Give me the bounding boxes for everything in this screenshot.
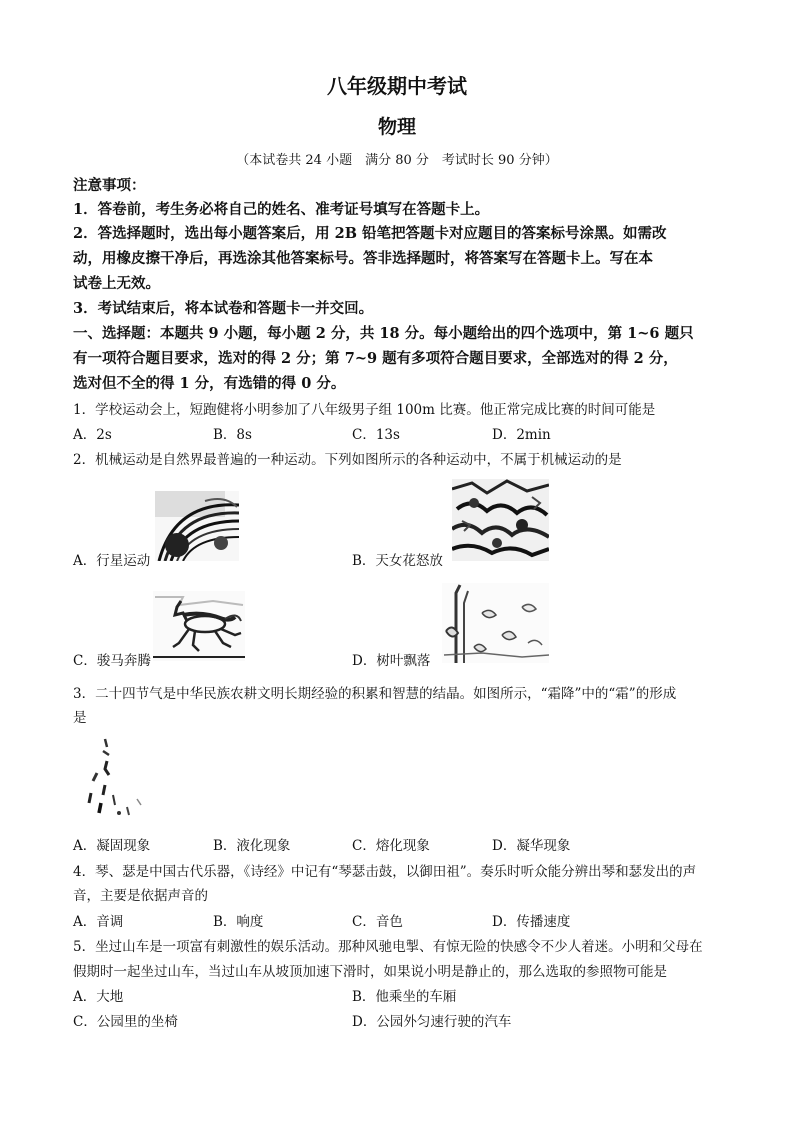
q3-option-b: B．液化现象: [213, 838, 291, 854]
section1-line-1: 一、选择题：本题共 9 小题，每小题 2 分，共 18 分。每小题给出的四个选项中，第 1~6 题只: [73, 325, 694, 342]
q2-option-b: B．天女花怒放: [352, 553, 443, 569]
galloping-horse-picture: [153, 591, 245, 661]
subject-title: 物理: [377, 116, 416, 138]
magnolia-flower-picture: [452, 479, 549, 561]
q1-option-a: A．2s: [73, 427, 112, 443]
q2-option-a: A．行星运动: [73, 553, 151, 569]
q4-stem-line-2: 音，主要是依据声音的: [73, 888, 208, 904]
q5-option-a: A．大地: [73, 989, 124, 1005]
note-2-line-2: 动，用橡皮擦干净后，再选涂其他答案标号。答非选择题时，将答案写在答题卡上。写在本: [73, 250, 653, 267]
frost-picture: [83, 733, 153, 825]
q1-option-d: D．2min: [492, 427, 551, 443]
q3-option-a: A．凝固现象: [73, 838, 151, 854]
q4-option-b: B．响度: [213, 914, 264, 930]
note-3: 3．考试结束后，将本试卷和答题卡一并交回。: [73, 300, 374, 317]
q3-stem-line-2: 是: [73, 710, 87, 726]
q5-option-c: C．公园里的坐椅: [73, 1014, 178, 1030]
q5-stem-line-1: 5．坐过山车是一项富有刺激性的娱乐活动。那种风驰电掣、有惊无险的快感令不少人着迷。小明和父母在: [73, 939, 703, 955]
q4-option-c: C．音色: [352, 914, 403, 930]
q3-stem-line-1: 3．二十四节气是中华民族农耕文明长期经验的积累和智慧的结晶。如图所示，“霜降”中的“霜”的形成: [73, 686, 677, 702]
planet-orbit-picture: [155, 491, 239, 561]
section1-line-2: 有一项符合题目要求，选对的得 2 分；第 7~9 题有多项符合题目要求，全部选对的得 2 分，: [73, 350, 678, 367]
q1-option-c: C．13s: [352, 427, 400, 443]
q3-option-c: C．熔化现象: [352, 838, 430, 854]
note-2-line-1: 2．答选择题时，选出每小题答案后，用 2B 铅笔把答题卡对应题目的答案标号涂黑。如需改: [73, 225, 667, 242]
notes-heading: 注意事项：: [73, 177, 146, 194]
q5-option-d: D．公园外匀速行驶的汽车: [352, 1014, 512, 1030]
q4-option-d: D．传播速度: [492, 914, 571, 930]
falling-leaves-picture: [442, 583, 549, 663]
q5-stem-line-2: 假期时一起坐过山车，当过山车从坡顶加速下滑时，如果说小明是静止的，那么选取的参照物可能是: [73, 964, 667, 980]
exam-title: 八年级期中考试: [327, 74, 467, 98]
section1-line-3: 选对但不全的得 1 分，有选错的得 0 分。: [73, 375, 346, 392]
q4-stem-line-1: 4．琴、瑟是中国古代乐器，《诗经》中记有“琴瑟击鼓，以御田祖”。奏乐时听众能分辨出琴和瑟发出的声: [73, 864, 697, 880]
q2-option-c: C．骏马奔腾: [73, 653, 151, 669]
exam-info: （本试卷共 24 小题 满分 80 分 考试时长 90 分钟）: [236, 153, 558, 168]
q3-option-d: D．凝华现象: [492, 838, 571, 854]
q1-stem: 1．学校运动会上，短跑健将小明参加了八年级男子组 100m 比赛。他正常完成比赛的时间可能是: [73, 402, 656, 418]
note-1: 1．答卷前，考生务必将自己的姓名、准考证号填写在答题卡上。: [73, 201, 490, 218]
q5-option-b: B．他乘坐的车厢: [352, 989, 457, 1005]
q4-option-a: A．音调: [73, 914, 124, 930]
q2-stem: 2．机械运动是自然界最普遍的一种运动。下列如图所示的各种运动中，不属于机械运动的是: [73, 452, 622, 468]
q1-option-b: B．8s: [213, 427, 252, 443]
q2-option-d: D．树叶飘落: [352, 653, 431, 669]
note-2-line-3: 试卷上无效。: [73, 275, 160, 292]
